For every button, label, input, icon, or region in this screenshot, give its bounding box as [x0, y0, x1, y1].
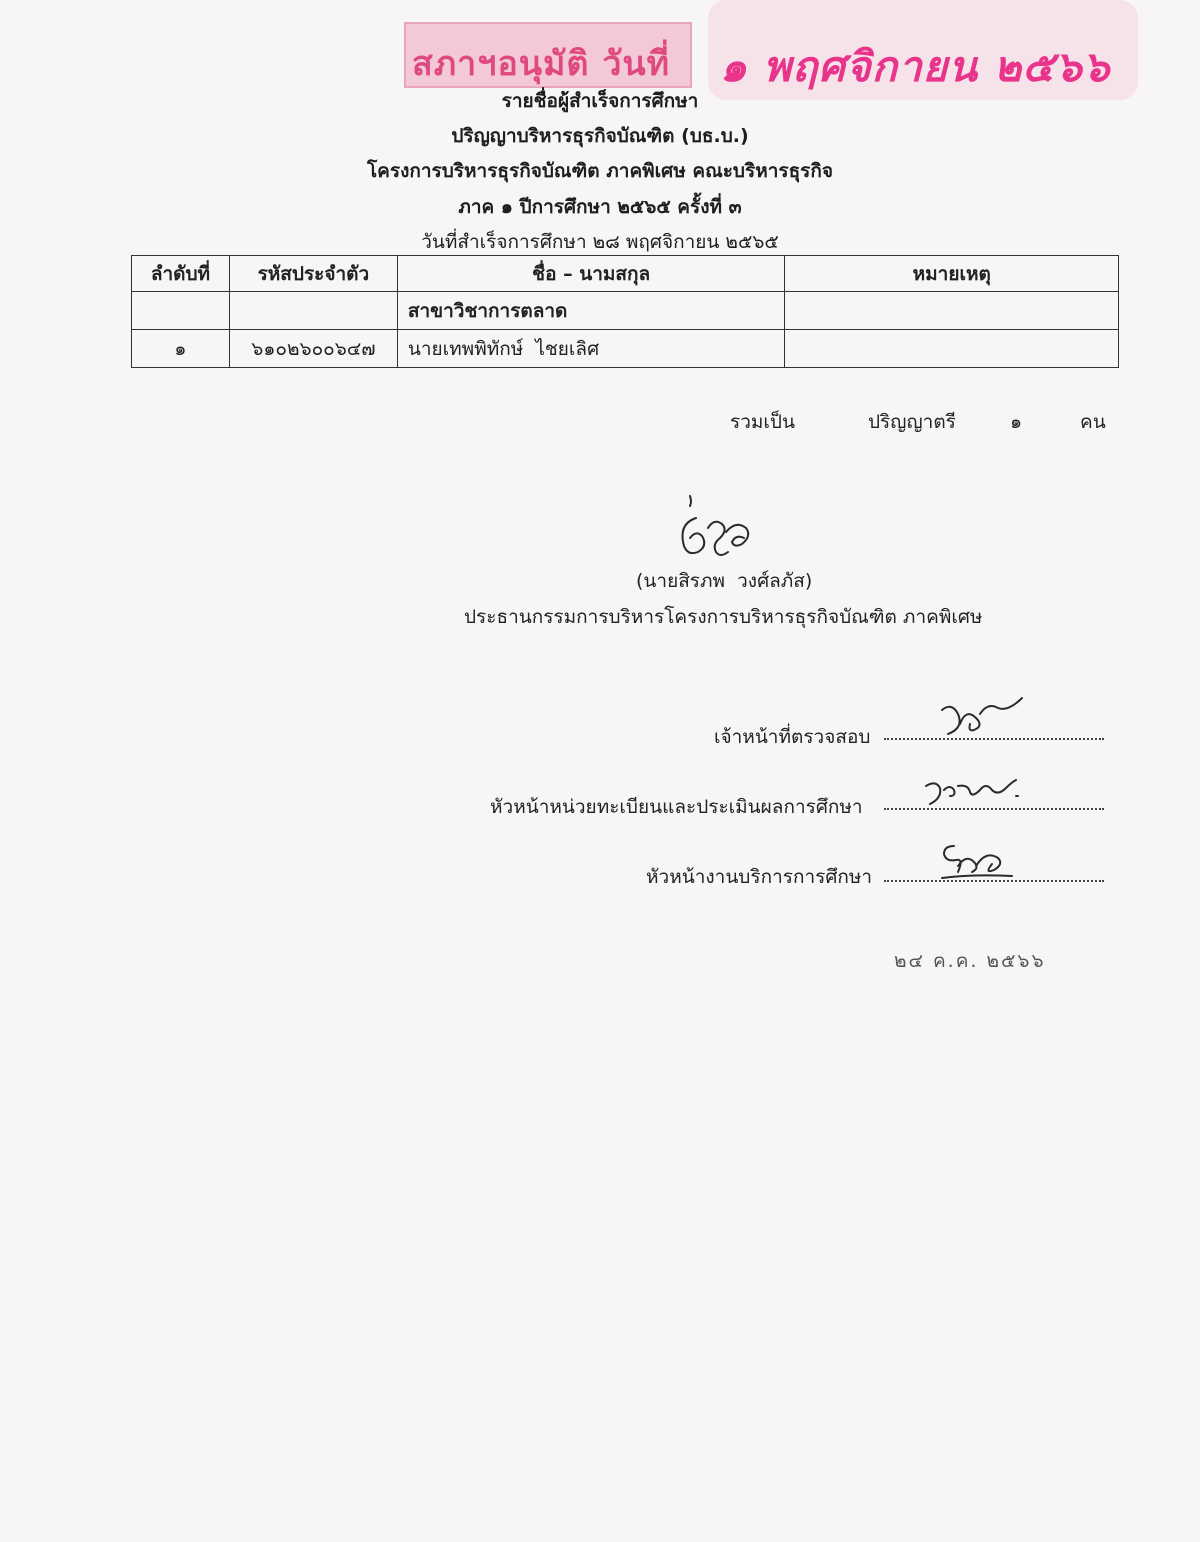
chair-name: (นายสิรภพ วงศ์ลภัส)	[636, 570, 813, 592]
header-line-3: โครงการบริหารธุรกิจบัณฑิต ภาคพิเศษ คณะบริหารธุรกิจ	[366, 160, 834, 182]
section-label: สาขาวิชาการตลาด	[397, 292, 785, 330]
col-header-id: รหัสประจำตัว	[229, 256, 397, 292]
graduate-table	[131, 255, 1119, 368]
row-number: ๑	[132, 330, 230, 368]
total-unit: คน	[1080, 411, 1106, 433]
service-label: หัวหน้างานบริการการศึกษา	[646, 866, 873, 888]
header-line-1: รายชื่อผู้สำเร็จการศึกษา	[501, 90, 699, 112]
section-row	[132, 292, 1119, 330]
student-id: ๖๑๐๒๖๐๐๖๔๗	[229, 330, 397, 368]
chair-signature	[668, 488, 768, 578]
col-header-name: ชื่อ – นามสกุล	[397, 256, 785, 292]
approval-stamp-text: สภาฯอนุมัติ วันที่	[412, 44, 671, 84]
graduation-date: วันที่สำเร็จการศึกษา ๒๘ พฤศจิกายน ๒๕๖๕	[421, 231, 779, 253]
table-row	[132, 330, 1119, 368]
col-header-number: ลำดับที่	[132, 256, 230, 292]
header-line-2: ปริญญาบริหารธุรกิจบัณฑิต (บธ.บ.)	[451, 125, 749, 147]
header-line-4: ภาค ๑ ปีการศึกษา ๒๕๖๕ ครั้งที่ ๓	[458, 196, 742, 218]
registrar-signature	[920, 772, 1030, 812]
student-name: นายเทพพิทักษ์ ไชยเลิศ	[397, 330, 785, 368]
total-label: รวมเป็น	[730, 411, 795, 433]
officer-label: เจ้าหน้าที่ตรวจสอบ	[714, 726, 871, 748]
row-note	[785, 330, 1119, 368]
date-note: ๒๔ ค.ค. ๒๕๖๖	[894, 950, 1046, 972]
registrar-label: หัวหน้าหน่วยทะเบียนและประเมินผลการศึกษา	[490, 796, 863, 818]
chair-title: ประธานกรรมการบริหารโครงการบริหารธุรกิจบัณฑิต ภาคพิเศษ	[464, 606, 983, 628]
service-signature	[936, 836, 1016, 886]
approval-stamp-date: ๑ พฤศจิกายน ๒๕๖๖	[720, 42, 1111, 91]
col-header-note: หมายเหตุ	[785, 256, 1119, 292]
table-header-row	[132, 256, 1119, 292]
total-degree: ปริญญาตรี	[868, 411, 956, 433]
officer-signature	[936, 692, 1026, 742]
total-count: ๑	[1010, 411, 1023, 433]
